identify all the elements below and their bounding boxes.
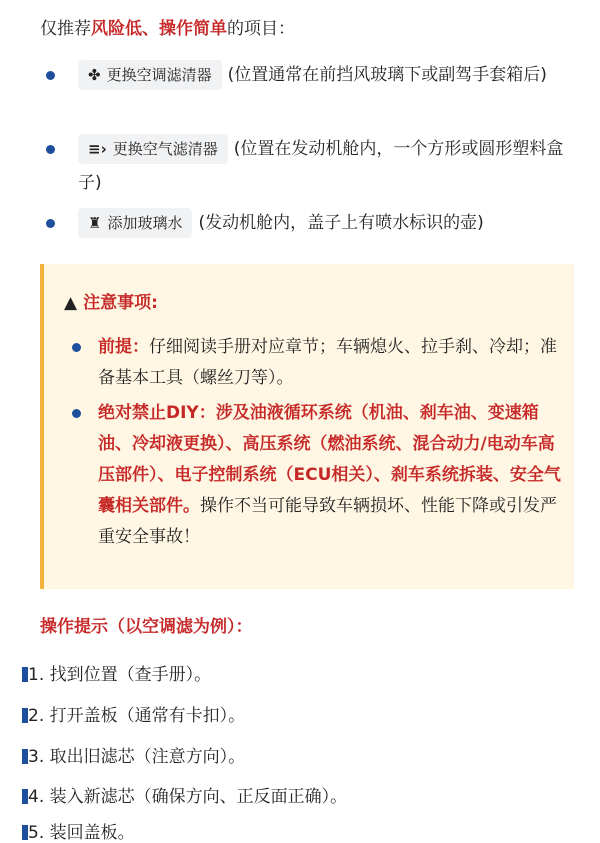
warning-title (64, 288, 158, 313)
intro-suffix: 的项目： (227, 19, 295, 39)
step-item (22, 782, 347, 807)
warning-icon: ▲ (64, 293, 78, 313)
step-number: 5. (28, 823, 45, 843)
chip-label: 更换空调滤清器 (106, 66, 212, 84)
bullet-dot (72, 409, 81, 418)
step-text: 找到位置（查手册）。 (49, 665, 212, 685)
step-item (22, 818, 135, 843)
step-item (22, 701, 245, 726)
step-text: 装入新滤芯（确保方向、正反面正确）。 (49, 787, 348, 807)
step-number: 1. (28, 665, 45, 685)
warning-item-forbidden (72, 398, 562, 553)
bullet-dot (46, 219, 55, 228)
forbidden-label: 绝对禁止DIY： (98, 403, 216, 423)
item-desc: (发动机舱内，盖子上有喷水标识的壶) (198, 213, 484, 233)
forbidden-consequence: 操作不当可能导致车辆损坏、性能下降或引发严重安全事故！ (98, 496, 557, 547)
intro-line (40, 14, 295, 39)
step-number: 3. (28, 747, 45, 767)
step-item (22, 660, 211, 685)
chip-cabin-filter (78, 60, 222, 90)
step-item (22, 742, 245, 767)
item-desc: (位置通常在前挡风玻璃下或副驾手套箱后) (227, 65, 547, 85)
step-number: 2. (28, 706, 45, 726)
warning-title-text: 注意事项: (83, 293, 158, 313)
step-text: 装回盖板。 (49, 823, 135, 843)
intro-highlight: 风险低、操作简单 (91, 19, 227, 39)
chip-air-filter (78, 134, 228, 164)
step-number: 4. (28, 787, 45, 807)
bullet-dot (46, 71, 55, 80)
steps-title: 操作提示（以空调滤为例）： (40, 617, 253, 637)
intro-prefix: 仅推荐 (40, 19, 91, 39)
premise-text: 仔细阅读手册对应章节；车辆熄火、拉手刹、冷却；准备基本工具（螺丝刀等）。 (98, 337, 557, 388)
chip-label: 添加玻璃水 (107, 214, 183, 232)
step-text: 取出旧滤芯（注意方向）。 (49, 747, 246, 767)
fan-icon: ✤ (88, 66, 101, 84)
forbidden-list: 涉及油液循环系统（机油、刹车油、变速箱油、冷却液更换）、高压系统（燃油系统、混合动力/电动车高压部件）、电子控制系统（ECU相关）、刹车系统拆装、安全气囊相关部件。 (98, 403, 561, 516)
list-item (50, 58, 582, 92)
chip-label: 更换空气滤清器 (112, 140, 218, 158)
warning-box (40, 264, 574, 589)
step-text: 打开盖板（通常有卡扣）。 (49, 706, 246, 726)
bullet-dot (72, 343, 81, 352)
bullet-dot (46, 145, 55, 154)
airflow-icon: ≡› (88, 140, 107, 158)
chip-washer-fluid (78, 208, 192, 238)
spray-bottle-icon: ♜ (88, 214, 102, 232)
list-item (50, 132, 582, 200)
list-item (50, 206, 582, 240)
item-desc: (位置在发动机舱内，一个方形或圆形塑料盒子) (78, 139, 564, 193)
warning-item-premise (72, 332, 562, 394)
premise-label: 前提： (98, 337, 149, 357)
